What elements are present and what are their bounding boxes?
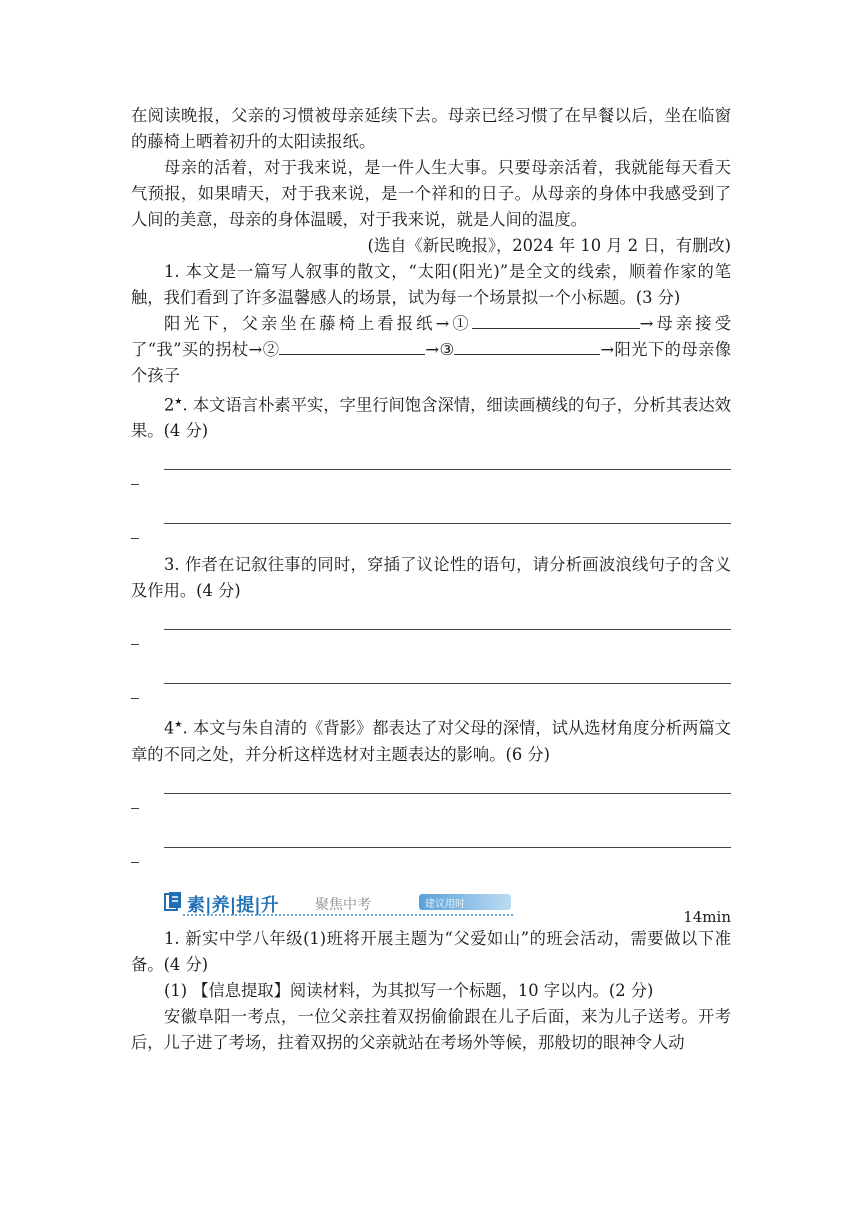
q1-blank-2[interactable] — [279, 338, 425, 355]
banner-subtitle: 聚焦中考 — [315, 896, 371, 913]
answer-area-q3-2[interactable] — [131, 658, 731, 712]
question-3: 3. 作者在记叙往事的同时，穿插了议论性的语句，请分析画波浪线句子的含义及作用。(4 分) — [131, 555, 731, 601]
passage-source: (选自《新民晚报》，2024 年 10 月 2 日，有删改) — [367, 236, 731, 255]
question-2 — [131, 389, 731, 444]
question-4 — [131, 712, 731, 767]
q1-blank-3[interactable] — [454, 338, 600, 355]
question-1-fill-line — [131, 311, 731, 389]
section2-question-1: 1. 新实中学八年级(1)班将开展主题为“父爱如山”的班会活动，需要做以下准备。(4 分) — [131, 928, 731, 974]
answer-area-q3-1[interactable] — [131, 604, 731, 658]
q1-segment-4: →阳光下的母亲像个孩子 — [131, 340, 731, 385]
q4-number: 4 — [164, 718, 175, 738]
suggested-time-badge: 建议用时 — [419, 894, 511, 910]
q1-blank-1[interactable] — [472, 312, 640, 329]
answer-area-q2-2[interactable] — [131, 498, 731, 552]
banner-underline — [183, 914, 513, 916]
answer-area-q4-1[interactable] — [131, 768, 731, 822]
banner-title: 素|养|提|升 — [187, 894, 279, 916]
q4-text: . 本文与朱自清的《背影》都表达了对父母的深情，试从选材角度分析两篇文章的不同之处，并分析这样选材对主题表达的影响。(6 分) — [131, 718, 731, 764]
answer-area-q4-2[interactable] — [131, 822, 731, 876]
q1-segment-1: 阳光下，父亲坐在藤椅上看报纸→① — [164, 314, 472, 333]
q2-star-icon: ★ — [174, 397, 183, 407]
q2-text: . 本文语言朴素平实，字里行间饱含深情，细读画横线的句子，分析其表达效果。(4 分) — [131, 395, 731, 441]
section2-material: 安徽阜阳一考点，一位父亲拄着双拐偷偷跟在儿子后面，来为儿子送考。开考后，儿子进了考场，拄着双拐的父亲就站在考场外等候，那般切的眼神令人动 — [131, 1006, 731, 1052]
suggested-time-value: 14min — [683, 907, 731, 926]
passage-paragraph-1: 在阅读晚报，父亲的习惯被母亲延续下去。母亲已经习惯了在早餐以后，坐在临窗的藤椅上晒着初升的太阳读报纸。 — [131, 106, 731, 151]
q4-star-icon: ★ — [174, 720, 183, 731]
question-1: 1. 本文是一篇写人叙事的散文，“太阳(阳光)”是全文的线索，顺着作家的笔触，我们看到了许多温馨感人的场景，试为每一个场景拟一个小标题。(3 分) — [131, 262, 731, 307]
section-banner — [131, 882, 731, 926]
answer-area-q2-1[interactable] — [131, 444, 731, 498]
q1-segment-2: →母亲接受了“我”买的拐杖→② — [131, 314, 731, 359]
section2-subquestion-1: (1) 【信息提取】阅读材料，为其拟写一个标题，10 字以内。(2 分) — [164, 980, 654, 1000]
passage-paragraph-2: 母亲的活着，对于我来说，是一件人生大事。只要母亲活着，我就能每天看天气预报，如果晴天，对于我来说，是一个祥和的日子。从母亲的身体中我感受到了人间的美意，母亲的身体温暖，对于我来说，就是人间的温度。 — [131, 158, 731, 229]
book-icon — [164, 892, 182, 912]
q2-number: 2 — [164, 395, 175, 415]
q1-segment-3: →③ — [425, 340, 455, 359]
document-page — [131, 103, 731, 1056]
